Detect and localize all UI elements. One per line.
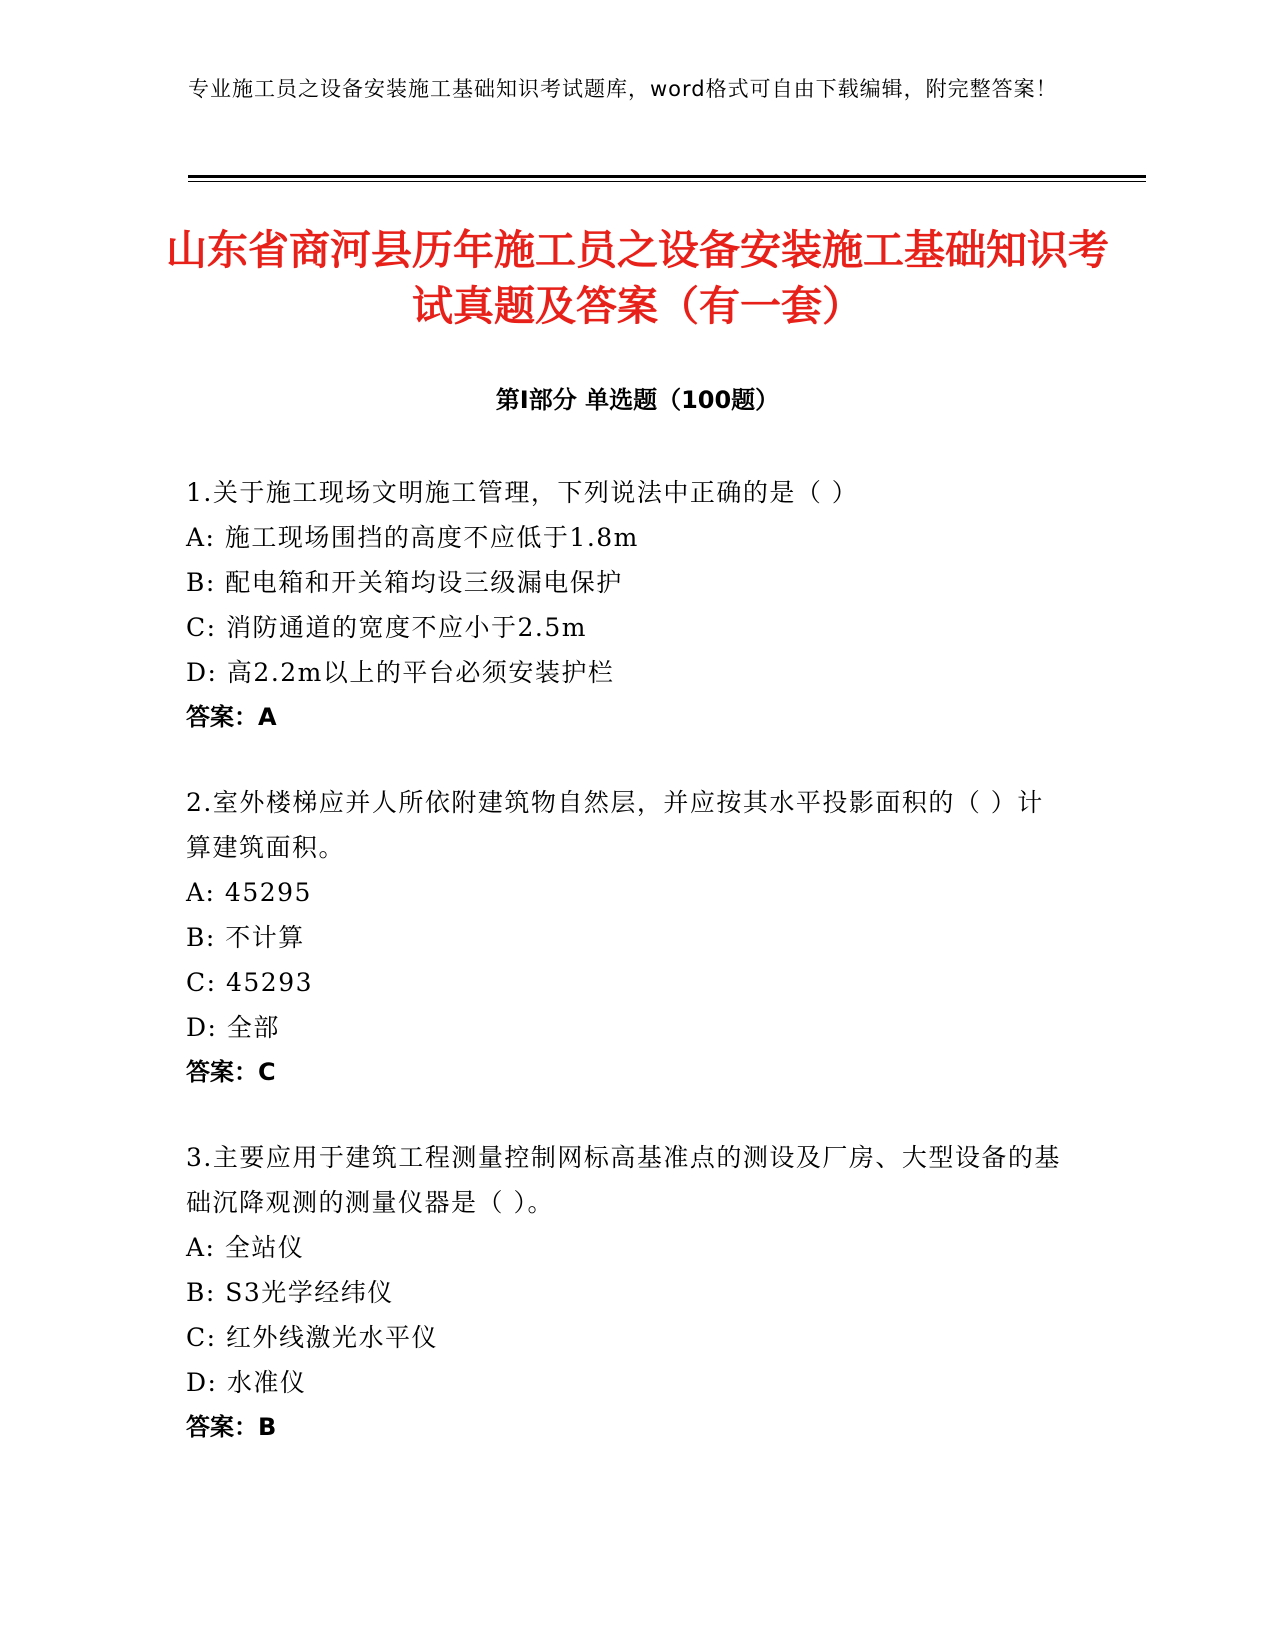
option-a: A: 全站仪 [186, 1233, 305, 1262]
question-2 [186, 780, 1066, 1095]
answer: 答案：B [186, 1413, 277, 1441]
answer: 答案：C [186, 1058, 276, 1086]
page-header: 专业施工员之设备安装施工基础知识考试题库，word格式可自由下载编辑，附完整答案！ [188, 77, 1058, 101]
option-c: C: 45293 [186, 968, 314, 997]
section-title: 第Ⅰ部分 单选题（100题） [495, 386, 780, 414]
option-d: D: 水准仪 [186, 1368, 307, 1397]
option-c: C: 消防通道的宽度不应小于2.5m [186, 613, 587, 642]
question-stem: 1.关于施工现场文明施工管理，下列说法中正确的是（ ） [186, 478, 859, 507]
option-d: D: 高2.2m以上的平台必须安装护栏 [186, 658, 615, 687]
header-rule-thick [188, 175, 1146, 178]
option-d: D: 全部 [186, 1013, 280, 1042]
question-1 [186, 470, 1066, 740]
option-b: B: S3光学经纬仪 [186, 1278, 394, 1307]
option-a: A: 45295 [186, 878, 312, 907]
question-3 [186, 1135, 1066, 1450]
question-list [186, 470, 1066, 1490]
question-stem: 3.主要应用于建筑工程测量控制网标高基准点的测设及厂房、大型设备的基础沉降观测的测量仪器是（ ）。 [186, 1143, 1061, 1217]
document-title: 山东省商河县历年施工员之设备安装施工基础知识考试真题及答案（有一套） [166, 226, 1109, 330]
option-b: B: 不计算 [186, 923, 305, 952]
header-rule-thin [188, 181, 1146, 182]
option-b: B: 配电箱和开关箱均设三级漏电保护 [186, 568, 623, 597]
option-c: C: 红外线激光水平仪 [186, 1323, 438, 1352]
answer: 答案：A [186, 703, 277, 731]
option-a: A: 施工现场围挡的高度不应低于1.8m [186, 523, 639, 552]
question-stem: 2.室外楼梯应并人所依附建筑物自然层，并应按其水平投影面积的（ ）计算建筑面积。 [186, 788, 1044, 862]
